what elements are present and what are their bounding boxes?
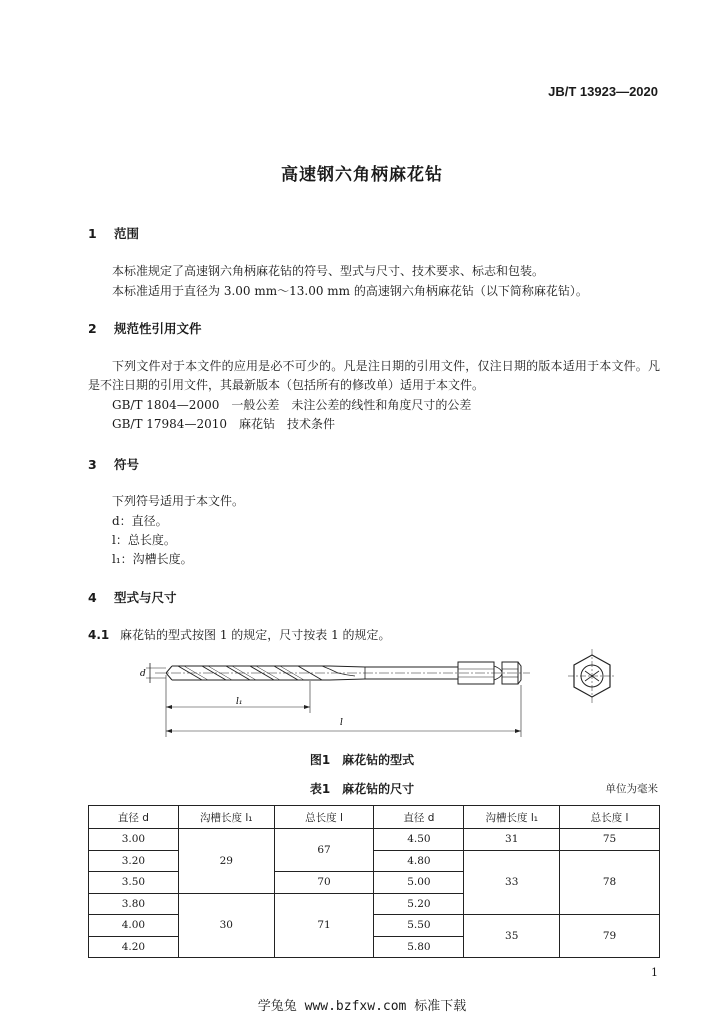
table-row [89,915,660,937]
symbol-definition: d：直径。 [112,514,168,528]
section-1-heading [88,224,139,242]
cell-overall-length: 71 [274,893,374,958]
cell-flute-length: 29 [178,829,274,894]
reference-item: GB/T 1804—2000 一般公差 未注公差的线性和角度尺寸的公差 [112,398,472,412]
paragraph: 本标准适用于直径为 3.00 mm～13.00 mm 的高速钢六角柄麻花钻（以下简称麻花钻）。 [112,284,588,298]
column-header: 直径 d [374,806,464,829]
section-number: 2 [88,321,97,336]
cell-diameter: 3.20 [89,850,179,872]
cell-diameter: 3.00 [89,829,179,851]
cell-overall-length: 75 [560,829,660,851]
cell-diameter: 4.80 [374,850,464,872]
column-header: 直径 d [89,806,179,829]
column-header: 沟槽长度 l₁ [178,806,274,829]
page-number: 1 [651,966,658,979]
drill-drawing [130,645,630,740]
section-title: 符号 [114,457,140,472]
cell-flute-length: 30 [178,893,274,958]
cell-flute-length: 33 [464,850,560,915]
symbol-definition: l：总长度。 [112,533,176,547]
section-4-heading [88,588,177,606]
column-header: 总长度 l [274,806,374,829]
cell-overall-length: 78 [560,850,660,915]
subclause [88,626,391,644]
paragraph: 下列文件对于本文件的应用是必不可少的。凡是注日期的引用文件，仅注日期的版本适用于本文件。凡是不注日期的引用文件，其最新版本（包括所有的修改单）适用于本文件。 [88,359,660,392]
table-row [89,829,660,851]
flute-length-label: l₁ [236,697,243,707]
table-header-row [89,806,660,829]
unit-note: 单位为毫米 [605,783,658,795]
dimensions-table [88,805,660,958]
figure-caption: 图1 麻花钻的型式 [309,753,415,767]
diameter-label: d [140,669,146,679]
cell-diameter: 4.00 [89,915,179,937]
section-number: 4 [88,590,97,605]
subclause-number: 4.1 [88,628,110,642]
section-number: 3 [88,457,97,472]
standard-code: JB/T 13923—2020 [548,84,658,99]
section-title: 型式与尺寸 [114,590,177,605]
cell-diameter: 4.50 [374,829,464,851]
footer-watermark: 学兔兔 www.bzfxw.com 标准下载 [257,999,467,1014]
cell-overall-length: 70 [274,872,374,894]
cell-overall-length: 67 [274,829,374,872]
reference-item: GB/T 17984—2010 麻花钻 技术条件 [112,417,335,431]
section-2-heading [88,319,202,337]
subclause-text: 麻花钻的型式按图 1 的规定，尺寸按表 1 的规定。 [120,628,391,642]
document-title: 高速钢六角柄麻花钻 [281,165,443,185]
cell-diameter: 4.20 [89,936,179,958]
paragraph: 本标准规定了高速钢六角柄麻花钻的符号、型式与尺寸、技术要求、标志和包装。 [112,264,545,278]
table-caption: 表1 麻花钻的尺寸 [309,782,415,796]
column-header: 总长度 l [560,806,660,829]
paragraph: 下列符号适用于本文件。 [112,494,245,508]
cell-diameter: 5.50 [374,915,464,937]
section-number: 1 [88,226,97,241]
column-header: 沟槽长度 l₁ [464,806,560,829]
table-row [89,850,660,872]
cell-diameter: 5.20 [374,893,464,915]
cell-diameter: 5.80 [374,936,464,958]
cell-flute-length: 35 [464,915,560,958]
symbol-definition: l₁：沟槽长度。 [112,552,193,566]
cell-flute-length: 31 [464,829,560,851]
cell-diameter: 5.00 [374,872,464,894]
section-title: 范围 [114,226,140,241]
cell-diameter: 3.50 [89,872,179,894]
section-title: 规范性引用文件 [114,321,202,336]
cell-diameter: 3.80 [89,893,179,915]
overall-length-label: l [340,718,343,728]
cell-overall-length: 79 [560,915,660,958]
hex-end-view [560,645,624,709]
section-3-heading [88,455,139,473]
